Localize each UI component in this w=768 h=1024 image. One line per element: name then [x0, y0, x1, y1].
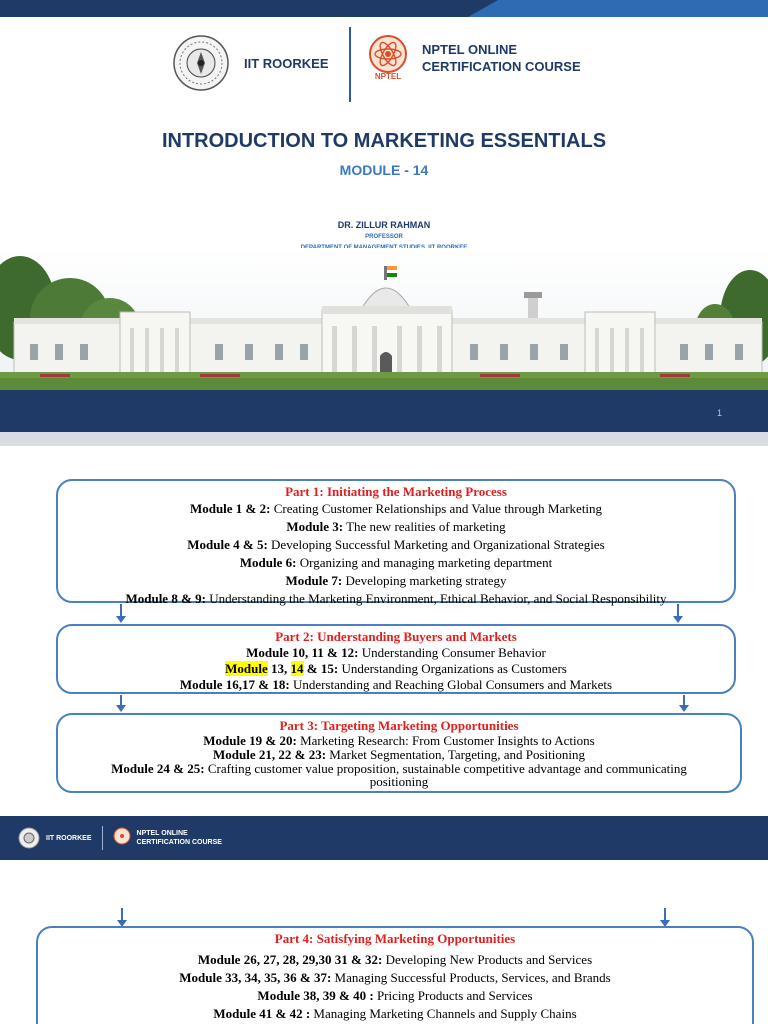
footer-logos — [18, 826, 222, 850]
nptel-label — [422, 41, 581, 75]
nptel-line1: NPTEL ONLINE — [422, 41, 518, 57]
part1-line: Module 4 & 5: Developing Successful Marketing and Organizational Strategies — [187, 537, 605, 552]
nptel-flower-icon — [368, 34, 408, 74]
part3-line: Module 19 & 20: Marketing Research: From Customer Insights to Actions — [203, 733, 595, 748]
slide-footer-bar — [0, 390, 768, 432]
part4-line: Module 26, 27, 28, 29,30 31 & 32: Developing New Products and Services — [197, 952, 593, 967]
iit-roorkee-logo — [172, 34, 329, 92]
part4-box — [36, 926, 754, 1024]
course-title: INTRODUCTION TO MARKETING ESSENTIALS — [161, 130, 607, 152]
part1-box — [56, 479, 736, 606]
highlight-current-module: 14 — [290, 661, 304, 676]
author-name: DR. ZILLUR RAHMAN — [337, 220, 431, 230]
slide-footer-bar — [0, 816, 768, 860]
part1-line: Module 1 & 2: Creating Customer Relationships and Value through Marketing — [189, 501, 603, 516]
footer-nptel-label: NPTEL ONLINE CERTIFICATION COURSE — [136, 830, 222, 846]
part2-line: Module 10, 11 & 12: Understanding Consumer Behavior — [246, 645, 546, 660]
iit-seal-icon — [18, 827, 40, 849]
iit-roorkee-label: IIT ROORKEE — [244, 55, 329, 71]
course-outline-slide — [0, 446, 768, 816]
part3-line-wrap: positioning — [369, 774, 429, 789]
campus-building-image — [0, 248, 768, 390]
part3-line: Module 24 & 25: Crafting customer value proposition, sustainable competitive advantage and communicating — [111, 761, 687, 776]
footer-divider — [102, 826, 103, 850]
part4-line: Module 38, 39 & 40 : Pricing Products and Services — [257, 988, 533, 1003]
part4-title: Part 4: Satisfying Marketing Opportunities — [274, 931, 516, 946]
part2-line: Module 16,17 & 18: Understanding and Reaching Global Consumers and Markets — [179, 677, 613, 692]
part3-box — [56, 713, 742, 793]
title-slide — [0, 0, 768, 432]
logo-divider — [349, 27, 351, 102]
down-arrow-icon — [660, 908, 670, 928]
nptel-flower-icon — [113, 827, 131, 849]
part2-line: Module 13, 14 & 15: Understanding Organizations as Customers — [225, 661, 567, 676]
footer-iit-label: IIT ROORKEE — [46, 834, 92, 842]
part1-title: Part 1: Initiating the Marketing Process — [285, 484, 507, 499]
part3-title: Part 3: Targeting Marketing Opportunities — [279, 718, 519, 733]
iit-seal-icon — [172, 34, 230, 92]
part1-line: Module 7: Developing marketing strategy — [285, 573, 507, 588]
module-label: MODULE - 14 — [339, 162, 429, 178]
course-outline-slide-continued — [0, 860, 768, 1024]
part1-line: Module 8 & 9: Understanding the Marketing Environment, Ethical Behavior, and Social Responsibility — [125, 591, 667, 606]
down-arrow-icon — [117, 908, 127, 928]
author-role: PROFESSOR — [365, 234, 403, 240]
down-arrow-icon — [679, 695, 689, 713]
nptel-line2: CERTIFICATION COURSE — [422, 58, 581, 74]
nptel-badge-text: NPTEL — [374, 72, 402, 81]
part2-title: Part 2: Understanding Buyers and Markets — [275, 629, 517, 644]
page-number: 1 — [716, 408, 722, 418]
highlight-module: Module — [225, 661, 268, 676]
down-arrow-icon — [116, 604, 126, 624]
top-banner-accent — [468, 0, 768, 17]
part1-line: Module 3: The new realities of marketing — [286, 519, 506, 534]
part2-box — [56, 624, 736, 694]
part4-line: Module 41 & 42 : Managing Marketing Channels and Supply Chains — [213, 1006, 577, 1021]
down-arrow-icon — [116, 695, 126, 713]
nptel-logo — [368, 34, 581, 81]
down-arrow-icon — [673, 604, 683, 624]
part3-line: Module 21, 22 & 23: Market Segmentation, Targeting, and Positioning — [213, 747, 585, 762]
nptel-emblem — [368, 34, 408, 81]
part4-line: Module 33, 34, 35, 36 & 37: Managing Successful Products, Services, and Brands — [179, 970, 611, 985]
part1-line: Module 6: Organizing and managing marketing department — [239, 555, 553, 570]
